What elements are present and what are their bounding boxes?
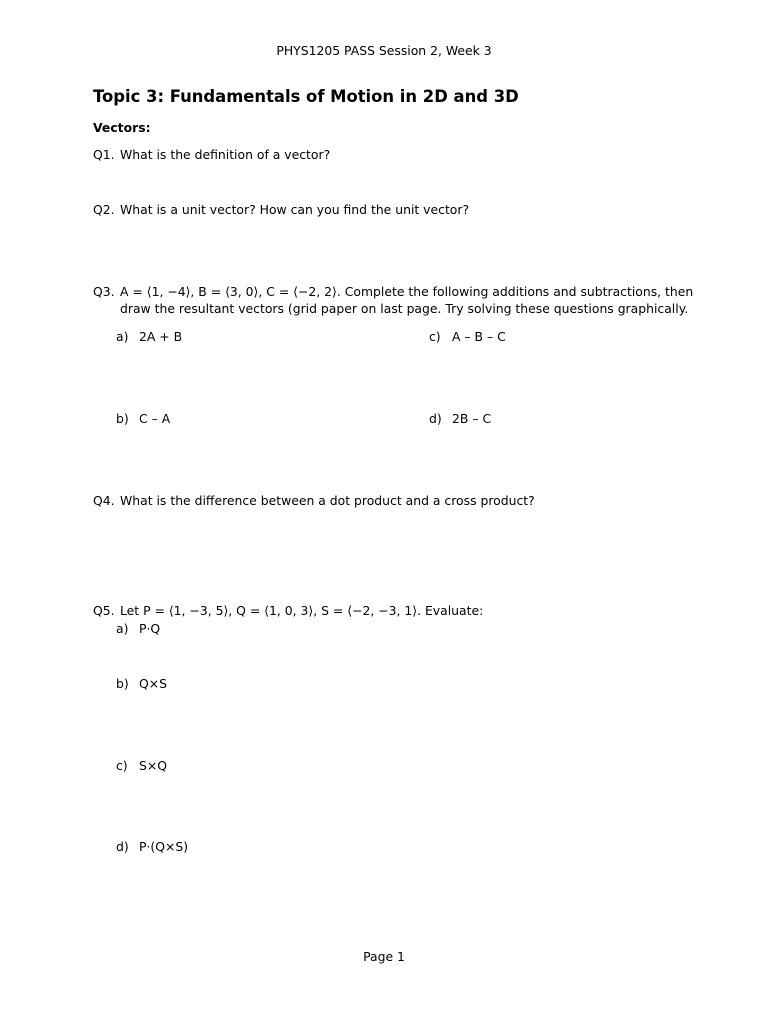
section-heading: Vectors: <box>93 120 151 135</box>
question-number: Q4. <box>93 493 115 508</box>
part-text: Q×S <box>139 676 167 691</box>
question-5 <box>93 602 483 619</box>
question-text: What is a unit vector? How can you find the unit vector? <box>120 202 470 217</box>
part-label: a) <box>116 329 129 344</box>
part-text: C – A <box>139 411 171 426</box>
question-4 <box>93 492 535 509</box>
question-number: Q2. <box>93 202 115 217</box>
part-text: A – B – C <box>452 329 506 344</box>
question-number: Q3. <box>93 284 115 299</box>
question-1 <box>93 146 330 163</box>
question-5-part-a <box>116 620 160 637</box>
part-text: S×Q <box>139 758 167 773</box>
question-3-part-c <box>429 328 506 345</box>
part-label: d) <box>429 411 442 426</box>
question-3-continuation: draw the resultant vectors (grid paper on last page. Try solving these questions graphically. <box>120 301 689 316</box>
part-label: c) <box>116 758 128 773</box>
question-3-part-a <box>116 328 182 345</box>
part-label: d) <box>116 839 129 854</box>
part-label: c) <box>429 329 441 344</box>
part-text: 2A + B <box>139 329 183 344</box>
question-text: Let P = ⟨1, −3, 5⟩, Q = ⟨1, 0, 3⟩, S = ⟨−2, −3, 1⟩. Evaluate: <box>120 603 484 618</box>
question-2 <box>93 201 469 218</box>
question-text: A = ⟨1, −4⟩, B = ⟨3, 0⟩, C = ⟨−2, 2⟩. Complete the following additions and subtractions, then <box>120 284 694 299</box>
page-title: Topic 3: Fundamentals of Motion in 2D and 3D <box>93 87 519 106</box>
part-label: a) <box>116 621 129 636</box>
question-5-part-c <box>116 757 167 774</box>
question-number: Q5. <box>93 603 115 618</box>
page-footer: Page 1 <box>363 949 405 964</box>
question-3 <box>93 283 693 300</box>
question-number: Q1. <box>93 147 115 162</box>
question-3-part-d <box>429 410 491 427</box>
part-text: P·(Q×S) <box>139 839 189 854</box>
question-5-part-b <box>116 675 167 692</box>
question-5-part-d <box>116 838 188 855</box>
page-header: PHYS1205 PASS Session 2, Week 3 <box>276 43 492 58</box>
part-label: b) <box>116 411 129 426</box>
part-label: b) <box>116 676 129 691</box>
part-text: 2B – C <box>452 411 492 426</box>
question-text: What is the definition of a vector? <box>120 147 331 162</box>
part-text: P·Q <box>139 621 161 636</box>
question-text: What is the difference between a dot product and a cross product? <box>120 493 535 508</box>
question-3-part-b <box>116 410 170 427</box>
